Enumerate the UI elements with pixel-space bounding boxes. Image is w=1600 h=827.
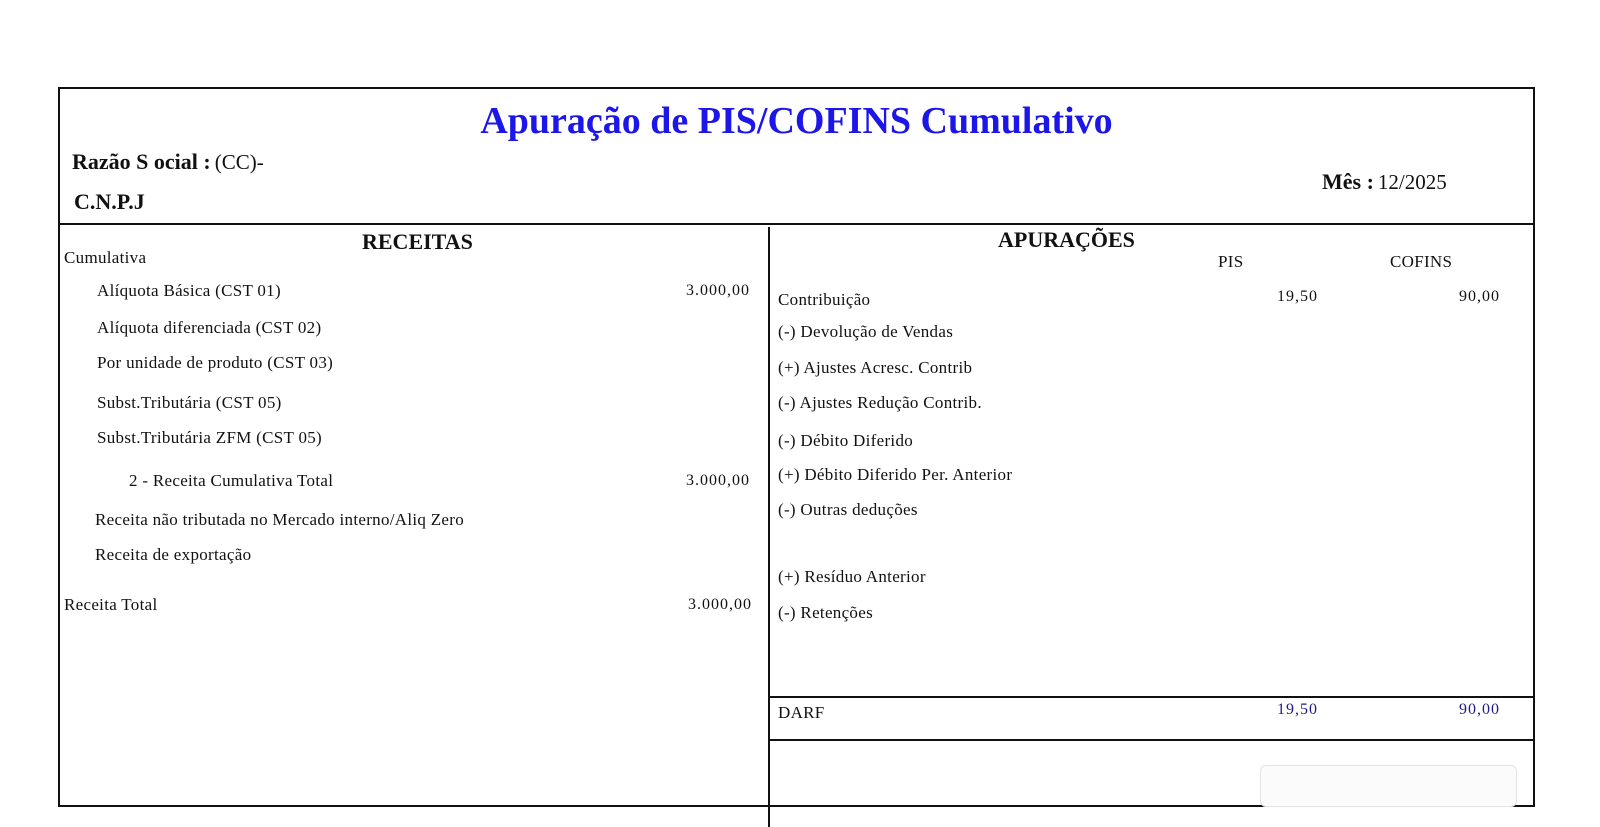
receita-nao-tributada-label: Receita não tributada no Mercado interno/Aliq Zero <box>95 510 465 529</box>
receita-row-value: 3.000,00 <box>686 282 750 299</box>
mes-line <box>1322 169 1447 195</box>
cnpj-label: C.N.P.J <box>74 189 145 214</box>
apuracoes-heading: APURAÇÕES <box>998 227 1135 252</box>
receita-subtotal-label: 2 - Receita Cumulativa Total <box>129 471 334 490</box>
darf-pis-value: 19,50 <box>1277 701 1318 718</box>
apuracao-row-label: (+) Resíduo Anterior <box>778 567 926 586</box>
apuracao-row-label: (-) Devolução de Vendas <box>778 322 954 341</box>
report-title: Apuração de PIS/COFINS Cumulativo <box>480 100 1113 142</box>
receita-total-label: Receita Total <box>64 595 158 614</box>
receita-exportacao-label: Receita de exportação <box>95 545 252 564</box>
pis-column-header: PIS <box>1218 252 1244 271</box>
darf-cofins-value: 90,00 <box>1459 701 1500 718</box>
apuracao-row-label: (-) Ajustes Redução Contrib. <box>778 393 982 412</box>
receita-row-label: Alíquota diferenciada (CST 02) <box>97 318 322 337</box>
mes-label: Mês : <box>1322 169 1374 194</box>
cumulativa-label: Cumulativa <box>64 248 147 267</box>
bottom-panel <box>1260 765 1517 807</box>
header-divider <box>60 223 1533 225</box>
report-page <box>58 87 1535 807</box>
apuracao-row-label: (-) Outras deduções <box>778 500 918 519</box>
receita-subtotal-value: 3.000,00 <box>686 472 750 489</box>
receita-row-label: Subst.Tributária (CST 05) <box>97 393 282 412</box>
receita-row-label: Alíquota Básica (CST 01) <box>97 281 281 300</box>
darf-label: DARF <box>778 703 825 722</box>
receita-total-value: 3.000,00 <box>688 596 752 613</box>
razao-social-value: (CC)- <box>214 150 264 174</box>
apuracao-row-cofins: 90,00 <box>1459 288 1500 305</box>
mes-value: 12/2025 <box>1377 170 1447 194</box>
apuracao-row-label: Contribuição <box>778 290 871 309</box>
darf-top-divider <box>768 696 1533 698</box>
cofins-column-header: COFINS <box>1390 252 1453 271</box>
razao-social-line <box>72 149 264 175</box>
receita-row-label: Por unidade de produto (CST 03) <box>97 353 334 372</box>
apuracao-row-label: (-) Retenções <box>778 603 873 622</box>
receita-row-label: Subst.Tributária ZFM (CST 05) <box>97 428 323 447</box>
darf-bottom-divider <box>768 739 1533 741</box>
apuracao-row-label: (-) Débito Diferido <box>778 431 914 450</box>
apuracao-row-label: (+) Débito Diferido Per. Anterior <box>778 465 1013 484</box>
receitas-heading: RECEITAS <box>362 229 473 254</box>
apuracao-row-pis: 19,50 <box>1277 288 1318 305</box>
column-divider <box>768 227 770 827</box>
apuracao-row-label: (+) Ajustes Acresc. Contrib <box>778 358 973 377</box>
razao-social-label: Razão S ocial : <box>72 149 211 174</box>
